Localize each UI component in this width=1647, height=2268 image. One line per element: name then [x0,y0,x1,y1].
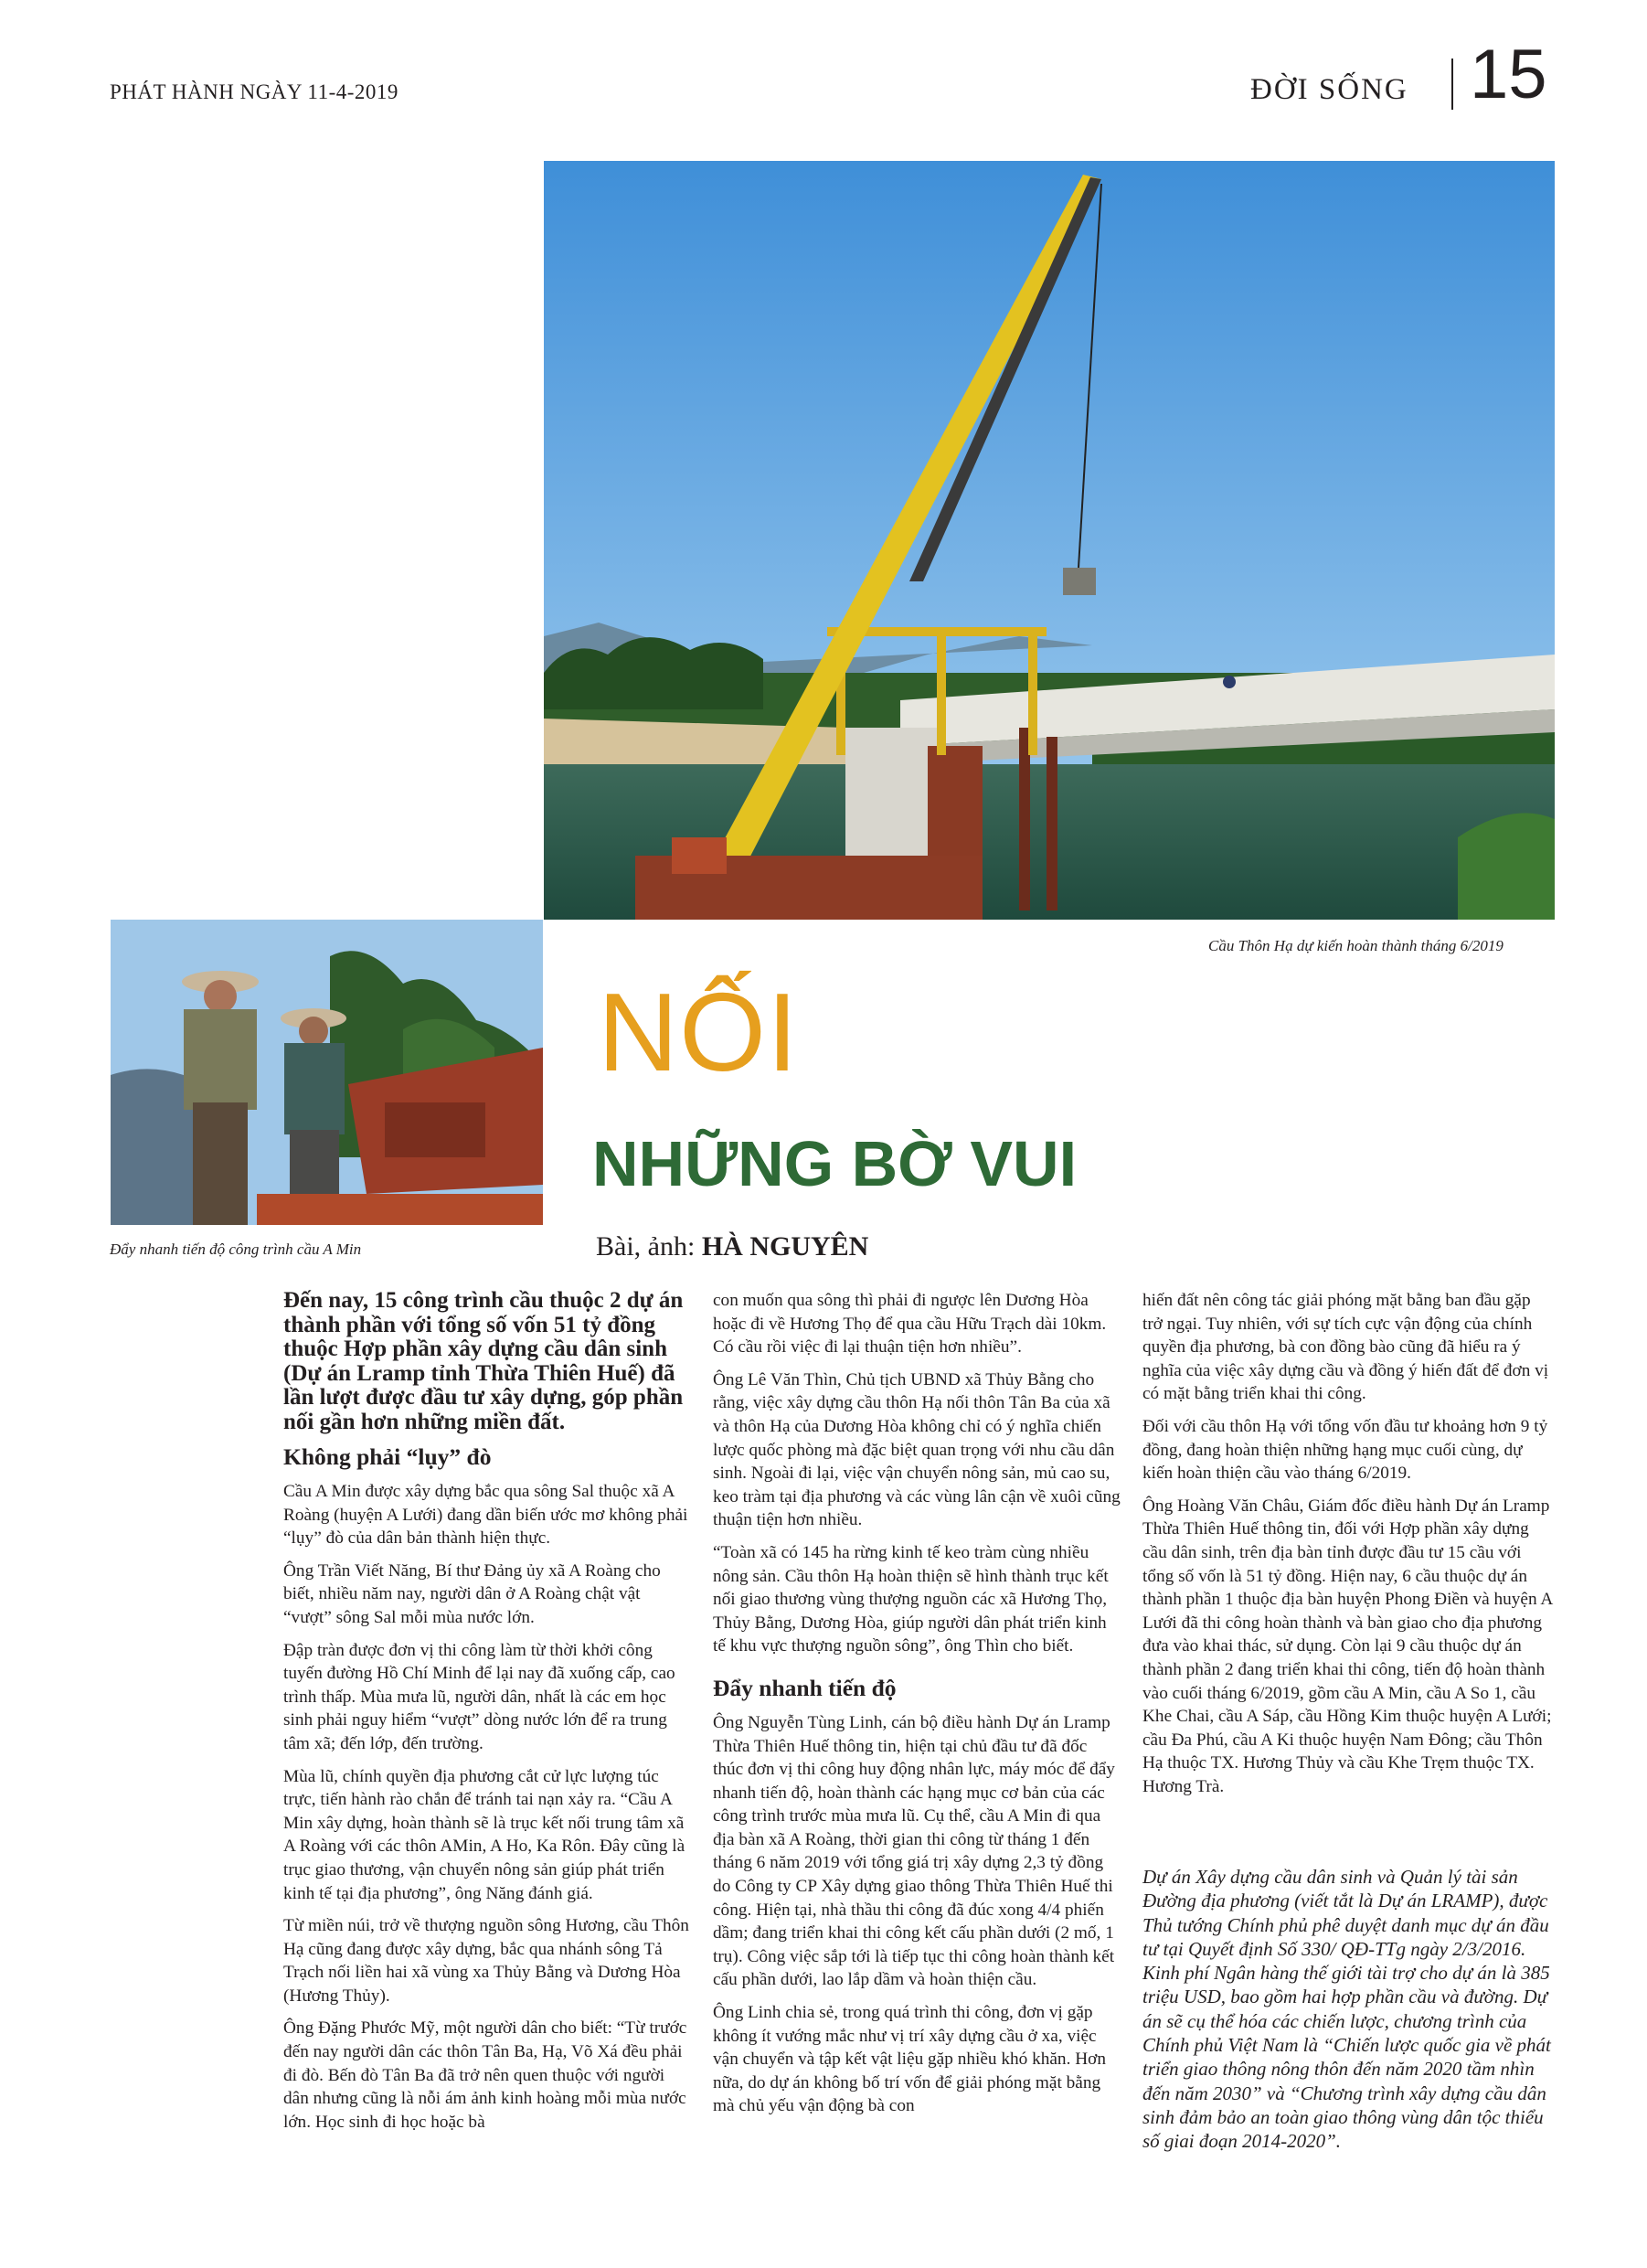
paragraph: Ông Linh chia sẻ, trong quá trình thi công, đơn vị gặp không ít vướng mắc như vị trí xây dựng cầu ở xa, việc vận chuyển và tập kết vật liệu gặp nhiều khó khăn. Hơn nữa, do dự án không bố trí vốn để giải phóng mặt bằng mà chủ yếu vận động bà con [713,2003,1106,2116]
paragraph: hiến đất nên công tác giải phóng mặt bằng ban đầu gặp trở ngại. Tuy nhiên, với sự tích cực vận động của chính quyền địa phương, bà con đồng bào cũng đã hiểu ra ý nghĩa của việc xây dựng cầu và đồng ý hiến đất để đơn vị có mặt bằng triển khai thi công. [1142,1291,1549,1404]
paragraph: Ông Trần Viết Năng, Bí thư Đảng ủy xã A Roàng cho biết, nhiều năm nay, người dân ở A Roàng chật vật “vượt” sông Sal mỗi mùa nước lớn. [283,1560,661,1627]
header-divider [1451,59,1453,110]
paragraph: Đối với cầu thôn Hạ với tổng vốn đầu tư khoảng hơn 9 tỷ đồng, đang hoàn thiện những hạng mục cuối cùng, dự kiến hoàn thiện cầu vào tháng 6/2019. [1142,1416,1548,1484]
lead-paragraph: Đến nay, 15 công trình cầu thuộc 2 dự án thành phần với tổng số vốn 51 tỷ đồng thuộc Hợp phần xây dựng cầu dân sinh (Dự án Lramp tỉnh Thừa Thiên Huế) đã lần lượt được đầu tư xây dựng, góp phần nối gần hơn những miền đất. [283,1288,684,1434]
paragraph: Từ miền núi, trở về thượng nguồn sông Hương, cầu Thôn Hạ cũng đang được xây dựng, bắc qua nhánh sông Tả Trạch nối liền hai xã vùng xa Thủy Bằng và Dương Hòa (Hương Thủy). [283,1916,689,2006]
headline-line-1: NỐI [598,970,799,1094]
paragraph: Cầu A Min được xây dựng bắc qua sông Sal thuộc xã A Roàng (huyện A Lưới) đang dần biến ước mơ không phải “lụy” đò của dân bản thành hiện thực. [283,1482,688,1549]
subheading-2: Đẩy nhanh tiến độ [713,1674,897,1701]
subheading-1: Không phải “lụy” đò [283,1443,492,1470]
paragraph: Ông Nguyễn Tùng Linh, cán bộ điều hành Dự án Lramp Thừa Thiên Huế thông tin, hiện tại chủ đầu tư đã đốc thúc đơn vị thi công huy động nhân lực, máy móc để đẩy nhanh tiến độ, hoàn thành các hạng mục cơ bản của các công trình trước mùa mưa lũ. Cụ thể, cầu A Min đi qua địa bàn xã A Roàng, thời gian thi công từ tháng 1 đến tháng 6 năm 2019 với tổng giá trị xây dựng 2,3 tỷ đồng do Công ty CP Xây dựng giao thông Thừa Thiên Huế thi công. Hiện tại, nhà thầu thi công đã đúc xong 4/4 phiến dầm; đang triển khai thi công kết cấu phần dưới (2 mố, 1 trụ). Công việc sắp tới là tiếp tục thi công hoàn thành kết cấu phần dưới, lao lắp dầm và hoàn thiện cầu. [713,1712,1115,1990]
byline-author: HÀ NGUYÊN [701,1231,869,1262]
paragraph: “Toàn xã có 145 ha rừng kinh tế keo tràm cùng nhiều nông sản. Cầu thôn Hạ hoàn thiện sẽ hình thành trục kết nối giao thương vùng thượng nguồn các xã Hương Thọ, Thủy Bằng, Dương Hòa, giúp người dân phát triển kinh tế khu vực thượng nguồn sông”, ông Thìn cho biết. [713,1542,1109,1656]
workers-photo [111,920,543,1225]
page-number: 15 [1470,36,1547,113]
project-note: Dự án Xây dựng cầu dân sinh và Quản lý tài sản Đường địa phương (viết tắt là Dự án LRAMP), được Thủ tướng Chính phủ phê duyệt danh mục dự án đầu tư tại Quyết định Số 330/ QĐ-TTg ngày 2/3/2016. Kinh phí Ngân hàng thế giới tài trợ cho dự án là 385 triệu USD, bao gồm hai hợp phần cầu và đường. Dự án sẽ cụ thể hóa các chiến lược, chương trình của Chính phủ Việt Nam là “Chiến lược quốc gia về phát triển giao thông nông thôn đến năm 2020 tầm nhìn đến năm 2030” và “Chương trình xây dựng cầu dân sinh đảm bảo an toàn giao thông vùng dân tộc thiểu số giai đoạn 2014-2020”. [1142,1866,1551,2153]
issue-date: PHÁT HÀNH NGÀY 11-4-2019 [110,80,398,103]
column-1 [283,1289,691,2143]
paragraph: Ông Hoàng Văn Châu, Giám đốc điều hành Dự án Lramp Thừa Thiên Huế thông tin, đối với Hợp phần xây dựng cầu dân sinh, trên địa bàn tỉnh được đầu tư 15 cầu với tổng số vốn là 51 tỷ đồng. Hiện nay, 6 cầu thuộc dự án thành phần 1 thuộc địa bàn huyện Phong Điền và huyện A Lưới đã thi công hoàn thành và bàn giao cho địa phương đưa vào khai thác, sử dụng. Còn lại 9 cầu thuộc dự án thành phần 2 đang triển khai thi công, tiến độ hoàn thành vào cuối tháng 6/2019, gồm cầu A Min, cầu A So 1, cầu Khe Chai, cầu A Sáp, cầu Hồng Kim thuộc huyện A Lưới; cầu Đa Phú, cầu A Ki thuộc huyện Nam Đông; cầu Thôn Hạ thuộc TX. Hương Thủy và cầu Khe Trẹm thuộc TX. Hương Trà. [1142,1496,1553,1796]
workers-photo-caption: Đẩy nhanh tiến độ công trình cầu A Min [110,1240,362,1258]
byline-prefix: Bài, ảnh: [596,1231,696,1262]
paragraph: Ông Đặng Phước Mỹ, một người dân cho biết: “Từ trước đến nay người dân các thôn Tân Ba, Hạ, Võ Xá đều phải đi đò. Bến đò Tân Ba đã trở nên quen thuộc với người dân nhưng cũng là nỗi ám ảnh kinh hoàng mỗi mùa nước lớn. Học sinh đi học hoặc bà [283,2018,687,2132]
main-photo-caption: Cầu Thôn Hạ dự kiến hoàn thành tháng 6/2019 [1208,937,1504,954]
paragraph: con muốn qua sông thì phải đi ngược lên Dương Hòa hoặc đi về Hương Thọ để qua cầu Hữu Trạch dài 10km. Có cầu rồi việc đi lại thuận tiện hơn nhiều”. [713,1291,1107,1358]
headline-line-2: NHỮNG BỜ VUI [592,1128,1078,1199]
byline [596,1231,868,1262]
column-3 [1142,1289,1554,1807]
paragraph: Đập tràn được đơn vị thi công làm từ thời khởi công tuyến đường Hồ Chí Minh để lại nay đã xuống cấp, cao trình thấp. Mùa mưa lũ, người dân, nhất là các em học sinh phải nguy hiểm “vượt” dòng nước lớn để ra trung tâm xã; đến lớp, đến trường. [283,1640,675,1753]
main-photo [544,161,1555,920]
paragraph: Ông Lê Văn Thìn, Chủ tịch UBND xã Thủy Bằng cho rằng, việc xây dựng cầu thôn Hạ nối thôn Tân Ba của xã và thôn Hạ của Dương Hòa không chỉ có ý nghĩa chiến lược quốc phòng mà đặc biệt quan trọng với nhu cầu dân sinh. Ngoài đi lại, việc vận chuyển nông sản, mủ cao su, keo tràm tại địa phương và các vùng lân cận về xuôi cũng thuận tiện hơn nhiều. [713,1369,1121,1530]
section-name: ĐỜI SỐNG [1250,73,1408,106]
paragraph: Mùa lũ, chính quyền địa phương cắt cử lực lượng túc trực, tiến hành rào chắn để tránh tai nạn xảy ra. “Cầu A Min xây dựng, hoàn thành sẽ là trục kết nối trung tâm xã A Roàng với các thôn AMin, A Ho, Ka Rôn. Đây cũng là trục giao thương, vận chuyển nông sản giúp phát triển kinh tế tại địa phương”, ông Năng đánh giá. [283,1766,685,1903]
column-2 [713,1289,1121,2127]
